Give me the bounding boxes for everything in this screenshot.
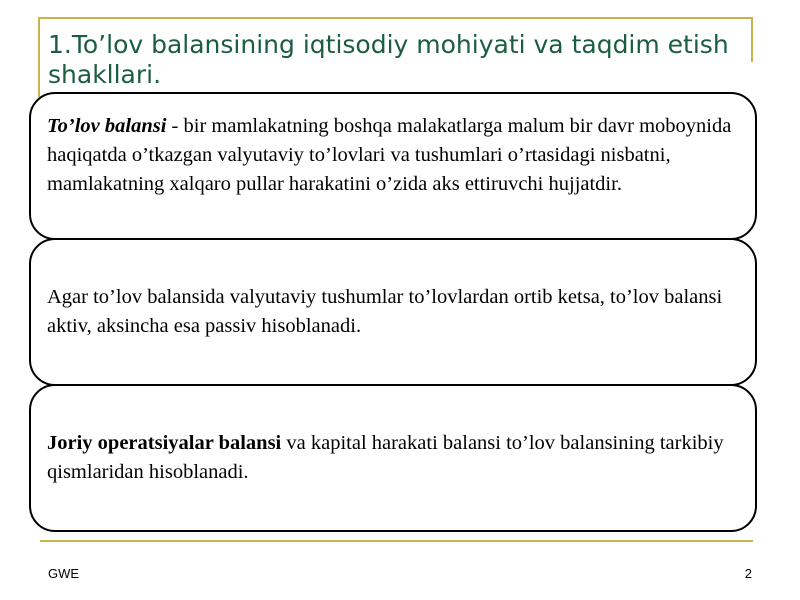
components-box (29, 384, 757, 532)
definition-paragraph (47, 112, 739, 199)
components-paragraph (47, 429, 739, 487)
page-number: 2 (744, 566, 752, 581)
components-term: Joriy operatsiyalar balansi (47, 432, 282, 454)
frame-right-line (751, 17, 753, 62)
slide-title: 1.To’lov balansining iqtisodiy mohiyati va taqdim etish shakllari. (48, 30, 729, 89)
frame-left-line (38, 17, 40, 97)
frame-top-line (40, 17, 753, 19)
active-passive-text: Agar to’lov balansida valyutaviy tushumlar to’lovlardan ortib ketsa, to’lov balansi aktiv, aksincha esa passiv hisoblanadi. (47, 286, 723, 337)
footer-label: GWE (48, 566, 80, 581)
definition-term: To’lov balansi (47, 115, 167, 137)
definition-box (29, 92, 757, 240)
frame-bottom-line (40, 540, 753, 542)
active-passive-box (29, 238, 757, 386)
components-text: va kapital harakati balansi to’lov balansining tarkibiy qismlaridan hisoblanadi. (47, 432, 724, 483)
definition-text: - bir mamlakatning boshqa malakatlarga malum bir davr moboynida haqiqatda o’tkazgan valyutaviy to’lovlari va tushumlari o’rtasidagi nisbatni, mamlakatning xalqaro pullar harakatini o’zida aks ettiruvchi hujjatdir. (47, 115, 732, 195)
